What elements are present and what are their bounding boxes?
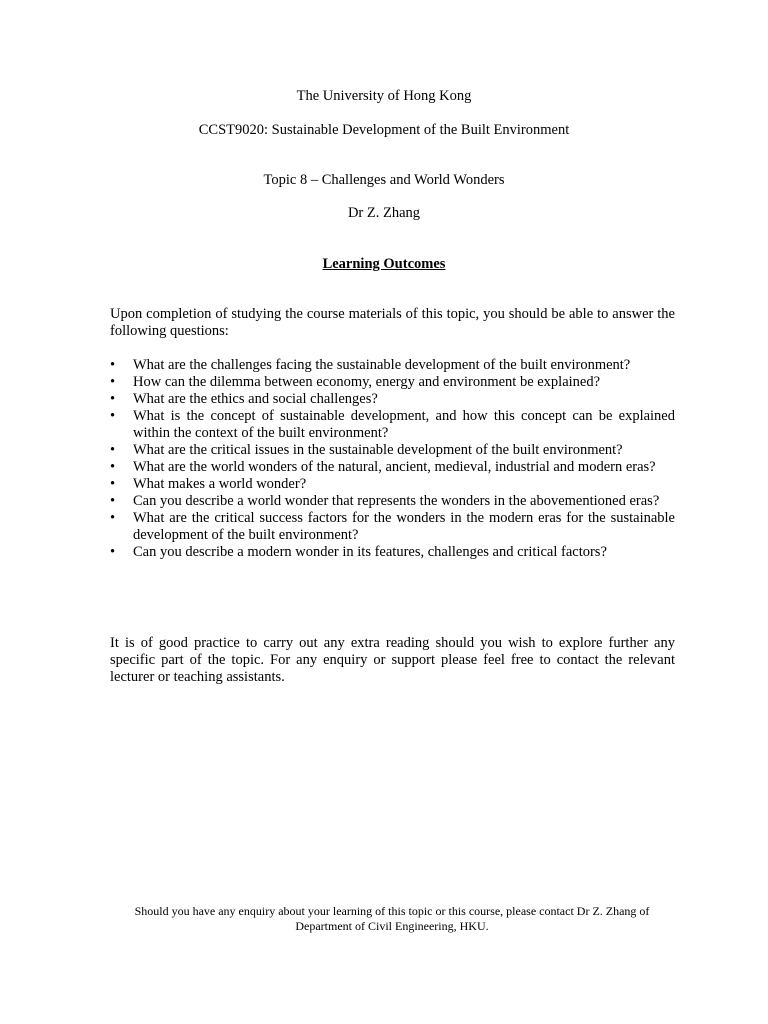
topic-title: Topic 8 – Challenges and World Wonders <box>263 172 505 188</box>
list-item <box>110 544 675 561</box>
list-item <box>110 357 675 374</box>
bullet-icon: • <box>110 357 116 373</box>
bullet-icon: • <box>110 493 116 509</box>
question-text: How can the dilemma between economy, energy and environment be explained? <box>133 374 601 390</box>
question-text: Can you describe a world wonder that represents the wonders in the abovementioned eras? <box>133 493 660 509</box>
intro-paragraph: Upon completion of studying the course materials of this topic, you should be able to answer the following questions: <box>110 306 675 339</box>
question-text: What are the challenges facing the sustainable development of the built environment? <box>133 357 631 373</box>
bullet-icon: • <box>110 442 116 458</box>
closing-paragraph: It is of good practice to carry out any extra reading should you wish to explore further any specific part of the topic. For any enquiry or support please feel free to contact the relevant lecturer or teaching assistants. <box>110 635 675 685</box>
footer-note <box>100 904 684 933</box>
list-item <box>110 391 675 408</box>
question-text: What are the critical issues in the sustainable development of the built environment? <box>133 442 623 458</box>
lecturer-name: Dr Z. Zhang <box>347 205 421 221</box>
bullet-icon: • <box>110 408 116 424</box>
institution-name: The University of Hong Kong <box>296 88 472 104</box>
question-text: What are the ethics and social challenges? <box>133 391 378 407</box>
list-item <box>110 476 675 493</box>
question-text: What is the concept of sustainable development, and how this concept can be explained within the context of the built environment? <box>133 408 675 441</box>
bullet-icon: • <box>110 476 116 492</box>
learning-outcomes-heading: Learning Outcomes <box>322 256 446 272</box>
list-item <box>110 510 675 544</box>
bullet-icon: • <box>110 510 116 526</box>
question-list <box>110 357 675 561</box>
list-item <box>110 459 675 476</box>
bullet-icon: • <box>110 391 116 407</box>
footer-line-2: Department of Civil Engineering, HKU. <box>295 918 489 933</box>
question-text: What are the critical success factors for the wonders in the modern eras for the sustainable development of the built environment? <box>133 510 675 543</box>
question-text: Can you describe a modern wonder in its features, challenges and critical factors? <box>133 544 607 560</box>
footer-line-1: Should you have any enquiry about your learning of this topic or this course, please contact Dr Z. Zhang of <box>134 904 650 918</box>
list-item <box>110 408 675 442</box>
bullet-icon: • <box>110 374 116 390</box>
question-text: What are the world wonders of the natural, ancient, medieval, industrial and modern eras? <box>133 459 656 475</box>
list-item <box>110 374 675 391</box>
course-title: CCST9020: Sustainable Development of the Built Environment <box>198 122 570 138</box>
question-text: What makes a world wonder? <box>133 476 307 492</box>
bullet-icon: • <box>110 544 116 560</box>
list-item <box>110 442 675 459</box>
bullet-icon: • <box>110 459 116 475</box>
list-item <box>110 493 675 510</box>
